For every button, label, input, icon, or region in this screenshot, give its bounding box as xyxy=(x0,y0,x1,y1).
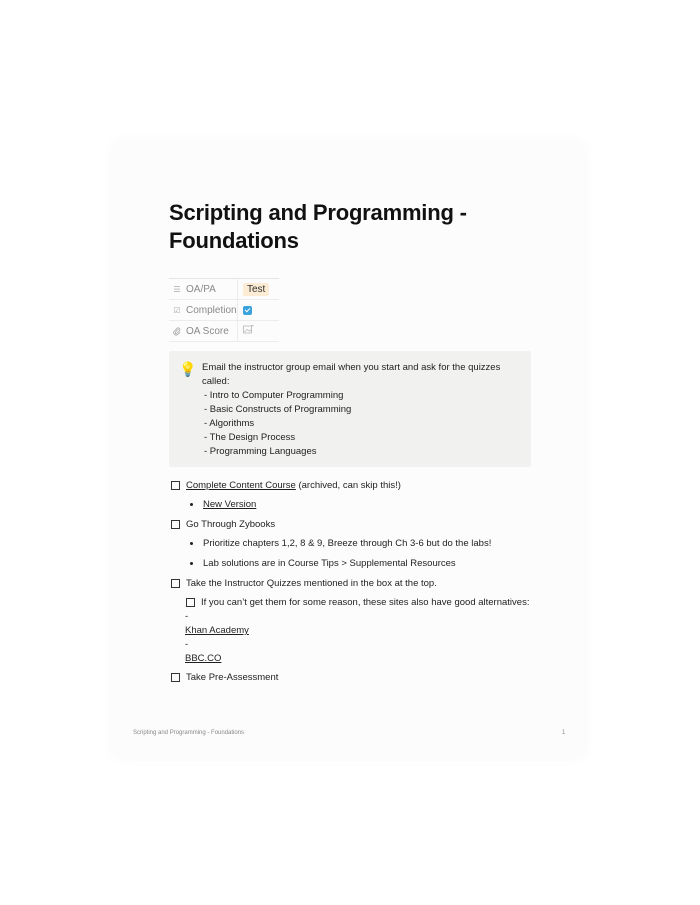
property-key xyxy=(169,321,238,341)
title-line-1: Scripting and Programming - xyxy=(169,200,467,225)
bullet-dot xyxy=(190,542,193,545)
todo-text: Go Through Zybooks xyxy=(186,519,276,530)
bullet-text: Prioritize chapters 1,2, 8 & 9, Breeze through Ch 3-6 but do the labs! xyxy=(203,538,492,549)
property-label: Completion xyxy=(186,304,237,316)
bullet-item xyxy=(190,537,491,550)
todo-item xyxy=(171,671,278,684)
dash-text: - xyxy=(185,611,189,622)
property-key xyxy=(169,279,238,299)
callout-box xyxy=(169,351,531,467)
todo-text: Take the Instructor Quizzes mentioned in the box at the top. xyxy=(186,578,437,589)
page-title xyxy=(169,199,569,255)
title-line-2: Foundations xyxy=(169,228,299,253)
list-icon: ☰ xyxy=(173,284,181,294)
todo-text: If you can’t get them for some reason, these sites also have good alternatives: xyxy=(201,597,530,608)
property-completion xyxy=(169,300,279,321)
callout-line: Email the instructor group email when you start and ask for the quizzes xyxy=(202,362,501,373)
callout-list-item: - The Design Process xyxy=(204,432,296,443)
property-value[interactable] xyxy=(238,321,279,341)
attachment-icon xyxy=(172,327,182,336)
todo-item xyxy=(171,577,437,590)
property-value[interactable] xyxy=(238,300,279,320)
bullet-dot xyxy=(190,562,193,565)
todo-checkbox[interactable] xyxy=(171,579,180,588)
lightbulb-icon: 💡 xyxy=(179,361,197,377)
bullet-dot xyxy=(190,503,193,506)
page-number: 1 xyxy=(562,730,566,736)
callout-list-item: - Algorithms xyxy=(204,418,255,429)
select-tag[interactable]: Test xyxy=(243,283,269,296)
callout-list-item: - Programming Languages xyxy=(204,446,317,457)
todo-item xyxy=(171,518,275,531)
callout-list-item: - Basic Constructs of Programming xyxy=(204,404,352,415)
todo-checkbox[interactable] xyxy=(171,520,180,529)
callout-list-item: - Intro to Computer Programming xyxy=(204,390,344,401)
bullet-text: Lab solutions are in Course Tips > Supplemental Resources xyxy=(203,558,456,569)
property-oa-pa xyxy=(169,279,279,300)
checkbox-icon: ☑ xyxy=(173,305,181,315)
todo-text: (archived, can skip this!) xyxy=(295,480,401,491)
property-label: OA Score xyxy=(186,325,229,337)
dash-text: - xyxy=(185,639,189,650)
callout-text xyxy=(202,361,512,459)
new-version-link[interactable]: New Version xyxy=(203,499,257,510)
bullet-item xyxy=(190,498,256,511)
property-key xyxy=(169,300,238,320)
bullet-item xyxy=(190,557,456,570)
bbc-link[interactable]: BBC.CO xyxy=(185,653,222,664)
todo-checkbox[interactable] xyxy=(171,673,180,682)
content-course-link[interactable]: Complete Content Course xyxy=(186,480,296,491)
todo-item-nested xyxy=(186,596,529,609)
property-value[interactable] xyxy=(238,279,279,299)
todo-checkbox[interactable] xyxy=(171,481,180,490)
todo-checkbox[interactable] xyxy=(186,598,195,607)
footer-title: Scripting and Programming - Foundations xyxy=(133,730,245,736)
todo-item xyxy=(171,479,401,492)
todo-text: Take Pre-Assessment xyxy=(186,672,279,683)
khan-academy-link[interactable]: Khan Academy xyxy=(185,625,249,636)
property-label: OA/PA xyxy=(186,283,216,295)
callout-line: called: xyxy=(202,376,230,387)
image-placeholder-icon[interactable] xyxy=(243,325,254,337)
properties-table xyxy=(169,278,279,342)
completion-checkbox[interactable] xyxy=(243,306,252,315)
property-oa-score xyxy=(169,321,279,342)
